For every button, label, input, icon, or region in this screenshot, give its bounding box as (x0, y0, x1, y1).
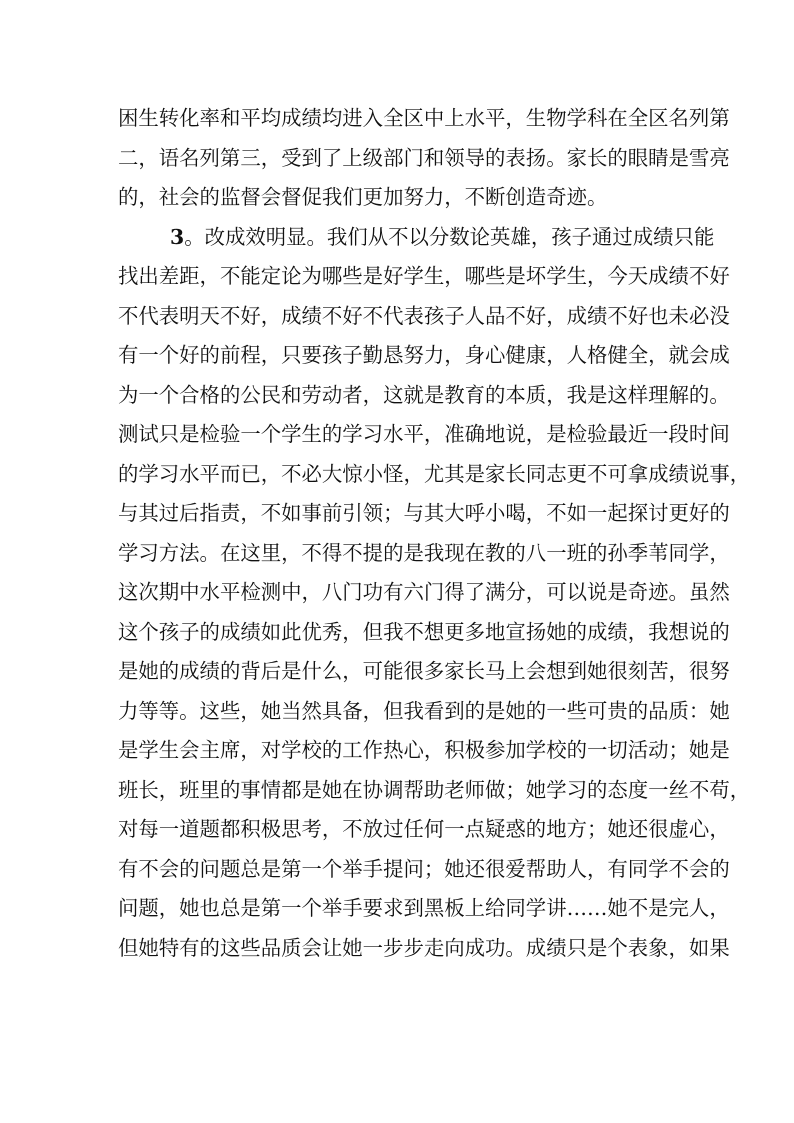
text-line-21: 问题，她也总是第一个举手要求到黑板上给同学讲……她不是完人， (118, 896, 730, 920)
text-line-11: 与其过后指责，不如事前引领；与其大呼小喝，不如一起探讨更好的 (118, 501, 730, 525)
text-line-19: 对每一道题都积极思考，不放过任何一点疑惑的地方；她还很虚心， (118, 817, 730, 841)
text-line-8: 为一个合格的公民和劳动者，这就是教育的本质，我是这样理解的。 (118, 382, 730, 407)
text-line-1: 困生转化率和平均成绩均进入全区中上水平，生物学科在全区名列第 (118, 106, 730, 130)
text-line-12: 学习方法。在这里，不得不提的是我现在教的八一班的孙季苇同学， (118, 540, 730, 565)
text-line-17: 是学生会主席，对学校的工作热心，积极参加学校的一切活动；她是 (118, 738, 730, 762)
text-line-18: 班长，班里的事情都是她在协调帮助老师做；她学习的态度一丝不苟， (118, 777, 751, 802)
text-line-5: 找出差距，不能定论为哪些是好学生，哪些是坏学生，今天成绩不好 (118, 264, 730, 288)
text-line-13: 这次期中水平检测中，八门功有六门得了满分，可以说是奇迹。虽然 (118, 580, 730, 604)
text-line-6: 不代表明天不好，成绩不好不代表孩子人品不好，成绩不好也未必没 (118, 303, 730, 328)
text-line-16: 力等等。这些，她当然具备，但我看到的是她的一些可贵的品质：她 (118, 698, 730, 723)
text-line-9: 测试只是检验一个学生的学习水平，准确地说，是检验最近一段时间 (118, 422, 730, 446)
paragraph-number: 3 (170, 224, 185, 249)
paragraph-3-first-line (118, 218, 715, 258)
text-line-7: 有一个好的前程，只要孩子勤恳努力，身心健康，人格健全，就会成 (118, 343, 730, 367)
text-line-10: 的学习水平而已，不必大惊小怪，尤其是家长同志更不可拿成绩说事， (118, 461, 751, 486)
text-line-3: 的，社会的监督会督促我们更加努力，不断创造奇迹。 (118, 185, 608, 209)
document-body (118, 99, 751, 968)
text-line-20: 有不会的问题总是第一个举手提问；她还很爱帮助人，有同学不会的 (118, 856, 730, 881)
paragraph-3-heading-text: 。改成效明显。我们从不以分数论英雄，孩子通过成绩只能 (184, 224, 715, 249)
text-line-15: 是她的成绩的背后是什么，可能很多家长马上会想到她很刻苦，很努 (118, 659, 730, 683)
text-line-22: 但她特有的这些品质会让她一步步走向成功。成绩只是个表象，如果 (118, 935, 730, 960)
text-line-2: 二，语名列第三，受到了上级部门和领导的表扬。家长的眼睛是雪亮 (118, 145, 730, 170)
text-line-14: 这个孩子的成绩如此优秀，但我不想更多地宣扬她的成绩，我想说的 (118, 619, 730, 644)
